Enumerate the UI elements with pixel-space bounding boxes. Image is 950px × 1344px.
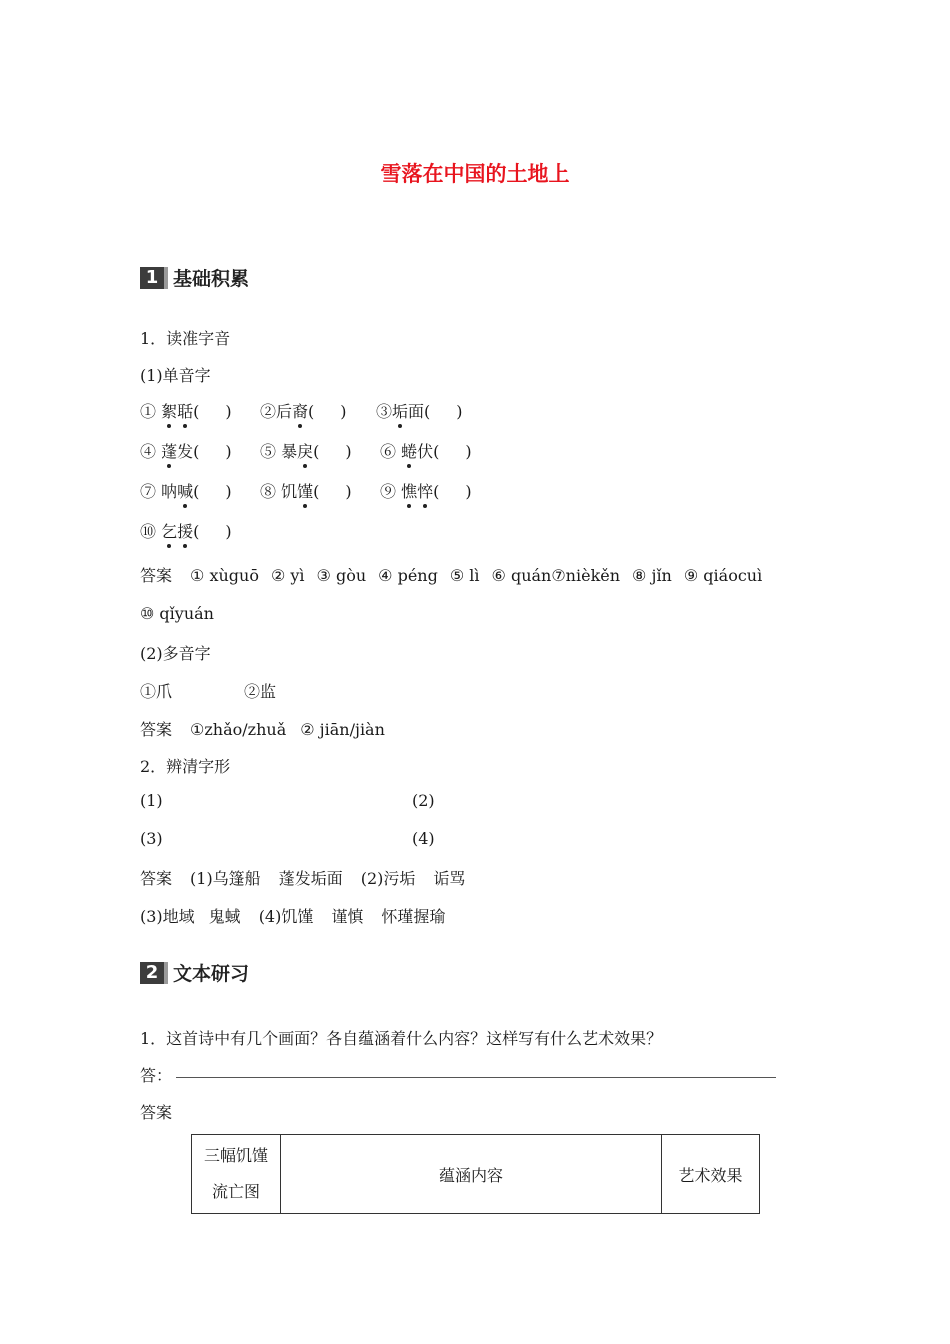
subheading: (2)多音字 xyxy=(140,644,211,663)
table-header-cell: 艺术效果 xyxy=(662,1135,760,1214)
section-label: 基础积累 xyxy=(173,268,250,290)
section-header-1 xyxy=(140,264,249,291)
question-heading: 1．读准字音 xyxy=(140,329,231,348)
char-item: ⑨ 憔悴( ) xyxy=(380,482,472,501)
answer-label: 答案 xyxy=(140,869,173,888)
answer-table xyxy=(191,1134,760,1214)
char-item: ⑩ 乞援( ) xyxy=(140,522,232,541)
answer-line-continued: ⑩ qǐyuán xyxy=(140,604,214,623)
answer-label: 答案 xyxy=(140,1103,173,1122)
char-row xyxy=(140,479,472,502)
answer-label: 答案 xyxy=(140,720,173,739)
table-header-cell: 蕴涵内容 xyxy=(281,1135,662,1214)
page-title: 雪落在中国的土地上 xyxy=(380,162,570,186)
section-label: 文本研习 xyxy=(173,963,250,985)
answer-line-continued: (3)地域 鬼蜮 (4)饥馑 谨慎 怀瑾握瑜 xyxy=(140,907,446,926)
char-item: ① 絮聒( ) xyxy=(140,402,232,421)
question-text: 1．这首诗中有几个画面？各自蕴涵着什么内容？这样写有什么艺术效果？ xyxy=(140,1029,663,1048)
answer-line: 答案 ①zhǎo/zhuǎ ② jiān/jiàn xyxy=(140,720,385,739)
blank-row: (1) (2) xyxy=(140,791,435,810)
answer-label: 答案 xyxy=(140,566,173,585)
polyphone-row: ①爪 ②监 xyxy=(140,682,277,701)
char-item: ④ 蓬发( ) xyxy=(140,442,232,461)
char-item: ⑥ 蜷伏( ) xyxy=(380,442,472,461)
answer-line: 答案 ① xùguō ② yì ③ gòu ④ péng ⑤ lì ⑥ quán⑦nièkěn ⑧ jǐn ⑨ qiáocuì xyxy=(140,566,763,585)
blank-row: (3) (4) xyxy=(140,829,435,848)
char-row xyxy=(140,439,472,462)
char-item: ②后裔( ) xyxy=(260,402,347,421)
answer-line: 答案 (1)乌篷船 蓬发垢面 (2)污垢 诟骂 xyxy=(140,869,466,888)
char-item: ⑦ 呐喊( ) xyxy=(140,482,232,501)
answer-blank-line[interactable] xyxy=(176,1077,776,1078)
section-header-2 xyxy=(140,959,249,986)
char-item: ③垢面( ) xyxy=(376,402,463,421)
char-item: ⑤ 暴戾( ) xyxy=(260,442,352,461)
answer-prompt: 答： xyxy=(140,1066,173,1085)
question-heading: 2．辨清字形 xyxy=(140,757,231,776)
char-row xyxy=(140,399,463,422)
table-header-cell: 三幅饥馑 流亡图 xyxy=(192,1135,281,1214)
char-row xyxy=(140,519,232,542)
section-number: 2 xyxy=(140,962,164,984)
char-item: ⑧ 饥馑( ) xyxy=(260,482,352,501)
subheading: (1)单音字 xyxy=(140,366,211,385)
section-number: 1 xyxy=(140,267,164,289)
